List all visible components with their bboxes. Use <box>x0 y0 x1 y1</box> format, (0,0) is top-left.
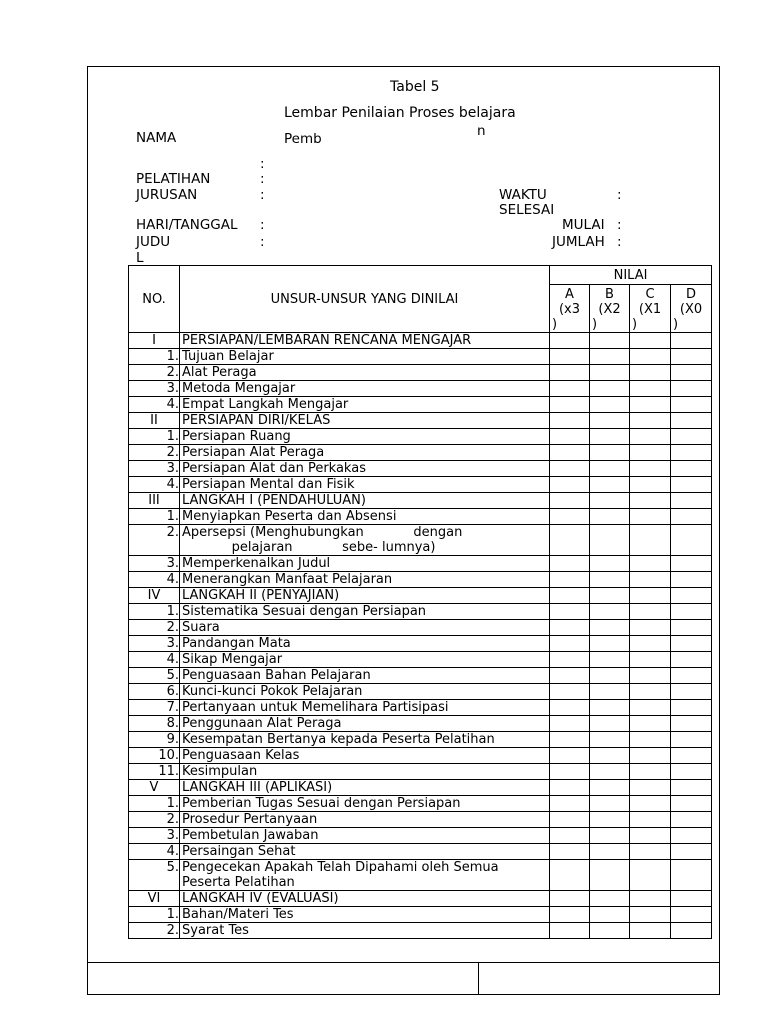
score-cell-d[interactable] <box>671 923 712 939</box>
form-subtitle-pemb: Pemb <box>284 131 322 147</box>
score-cell-b[interactable] <box>590 828 630 844</box>
row-number: 2. <box>129 525 180 556</box>
row-number: VI <box>129 891 180 907</box>
score-cell-b[interactable] <box>590 620 630 636</box>
score-cell-b[interactable] <box>590 796 630 812</box>
header-no: NO. <box>129 266 180 333</box>
table-row <box>129 684 712 700</box>
field-judul-label-wrap: L <box>136 250 144 266</box>
score-cell-d[interactable] <box>671 620 712 636</box>
section-row <box>129 333 712 349</box>
score-cell-d[interactable] <box>671 796 712 812</box>
score-cell-d[interactable] <box>671 716 712 732</box>
score-cell-c[interactable] <box>630 844 671 860</box>
criterion-label: Pembetulan Jawaban <box>180 828 550 844</box>
score-cell-b[interactable] <box>590 860 630 891</box>
criterion-label: Pandangan Mata <box>180 636 550 652</box>
score-cell-d[interactable] <box>671 429 712 445</box>
row-number: 3. <box>129 828 180 844</box>
row-number: 6. <box>129 684 180 700</box>
table-row <box>129 796 712 812</box>
field-hari-tanggal-label: HARI/TANGGAL <box>136 217 238 233</box>
field-pelatihan-colon: : <box>260 171 265 187</box>
criterion-label: Penguasaan Bahan Pelajaran <box>180 668 550 684</box>
score-cell-d[interactable] <box>671 509 712 525</box>
score-cell-b[interactable] <box>590 748 630 764</box>
score-cell-d[interactable] <box>671 828 712 844</box>
score-cell-c[interactable] <box>630 891 671 907</box>
score-cell-d[interactable] <box>671 684 712 700</box>
score-cell-b[interactable] <box>590 652 630 668</box>
table-row <box>129 636 712 652</box>
score-cell-d[interactable] <box>671 349 712 365</box>
score-cell-c[interactable] <box>630 381 671 397</box>
row-number: V <box>129 780 180 796</box>
table-row <box>129 668 712 684</box>
row-number: I <box>129 333 180 349</box>
row-number: IV <box>129 588 180 604</box>
score-cell-d[interactable] <box>671 525 712 556</box>
field-mulai-label: MULAI <box>562 217 605 233</box>
score-cell-d[interactable] <box>671 604 712 620</box>
score-cell-c[interactable] <box>630 461 671 477</box>
score-cell-d[interactable] <box>671 381 712 397</box>
score-cell-d[interactable] <box>671 764 712 780</box>
score-cell-c[interactable] <box>630 556 671 572</box>
score-cell-b[interactable] <box>590 365 630 381</box>
table-row <box>129 445 712 461</box>
criterion-label: Kesempatan Bertanya kepada Peserta Pelatihan <box>180 732 550 748</box>
score-cell-b[interactable] <box>590 668 630 684</box>
score-cell-b[interactable] <box>590 477 630 493</box>
score-cell-a[interactable] <box>550 764 590 780</box>
field-waktu-colon: : <box>617 187 622 203</box>
criterion-label <box>180 525 550 556</box>
score-cell-c[interactable] <box>630 493 671 509</box>
criterion-label: Prosedur Pertanyaan <box>180 812 550 828</box>
score-cell-c[interactable] <box>630 780 671 796</box>
criterion-label: Syarat Tes <box>180 923 550 939</box>
criterion-label: Kesimpulan <box>180 764 550 780</box>
score-cell-b[interactable] <box>590 844 630 860</box>
score-cell-b[interactable] <box>590 907 630 923</box>
score-cell-d[interactable] <box>671 556 712 572</box>
score-cell-c[interactable] <box>630 796 671 812</box>
score-cell-c[interactable] <box>630 828 671 844</box>
score-cell-a[interactable] <box>550 668 590 684</box>
score-cell-c[interactable] <box>630 860 671 891</box>
score-cell-a[interactable] <box>550 907 590 923</box>
table-row <box>129 923 712 939</box>
score-cell-b[interactable] <box>590 413 630 429</box>
score-cell-b[interactable] <box>590 381 630 397</box>
score-cell-b[interactable] <box>590 732 630 748</box>
score-cell-d[interactable] <box>671 891 712 907</box>
score-cell-b[interactable] <box>590 397 630 413</box>
field-judul-colon: : <box>260 234 265 250</box>
row-number: 1. <box>129 349 180 365</box>
row-number: 4. <box>129 652 180 668</box>
score-cell-b[interactable] <box>590 588 630 604</box>
score-cell-d[interactable] <box>671 812 712 828</box>
score-cell-b[interactable] <box>590 556 630 572</box>
score-cell-c[interactable] <box>630 923 671 939</box>
criterion-label: Pertanyaan untuk Memelihara Partisipasi <box>180 700 550 716</box>
section-row <box>129 780 712 796</box>
score-cell-a[interactable] <box>550 429 590 445</box>
row-number: 1. <box>129 796 180 812</box>
criterion-label: Sikap Mengajar <box>180 652 550 668</box>
score-cell-a[interactable] <box>550 700 590 716</box>
score-cell-a[interactable] <box>550 684 590 700</box>
score-cell-b[interactable] <box>590 525 630 556</box>
table-row <box>129 620 712 636</box>
score-cell-d[interactable] <box>671 748 712 764</box>
score-cell-c[interactable] <box>630 572 671 588</box>
score-cell-b[interactable] <box>590 780 630 796</box>
table-row <box>129 748 712 764</box>
score-cell-d[interactable] <box>671 333 712 349</box>
score-cell-c[interactable] <box>630 764 671 780</box>
row-number: 3. <box>129 556 180 572</box>
score-cell-a[interactable] <box>550 572 590 588</box>
section-title: PERSIAPAN/LEMBARAN RENCANA MENGAJAR <box>180 333 550 349</box>
grade-col-b: B (X2 ) <box>590 285 630 333</box>
score-cell-a[interactable] <box>550 780 590 796</box>
grade-col-c: C (X1 ) <box>630 285 671 333</box>
score-cell-d[interactable] <box>671 860 712 891</box>
score-cell-d[interactable] <box>671 461 712 477</box>
score-cell-c[interactable] <box>630 477 671 493</box>
score-cell-d[interactable] <box>671 365 712 381</box>
row-number: III <box>129 493 180 509</box>
score-cell-d[interactable] <box>671 588 712 604</box>
form-subtitle: Lembar Penilaian Proses belajara <box>284 105 516 121</box>
score-cell-b[interactable] <box>590 509 630 525</box>
row-number: 2. <box>129 365 180 381</box>
score-cell-c[interactable] <box>630 636 671 652</box>
row-number: 3. <box>129 461 180 477</box>
score-cell-d[interactable] <box>671 780 712 796</box>
grade-col-d: D (X0 ) <box>671 285 712 333</box>
table-row <box>129 732 712 748</box>
score-cell-c[interactable] <box>630 732 671 748</box>
table-row <box>129 860 712 891</box>
section-row <box>129 588 712 604</box>
criterion-label <box>180 860 550 891</box>
score-cell-c[interactable] <box>630 397 671 413</box>
score-cell-a[interactable] <box>550 333 590 349</box>
criterion-label: Persaingan Sehat <box>180 844 550 860</box>
score-cell-a[interactable] <box>550 397 590 413</box>
table-row <box>129 365 712 381</box>
table-row <box>129 812 712 828</box>
score-cell-a[interactable] <box>550 812 590 828</box>
score-cell-c[interactable] <box>630 604 671 620</box>
score-cell-b[interactable] <box>590 429 630 445</box>
table-row <box>129 652 712 668</box>
criterion-label: Metoda Mengajar <box>180 381 550 397</box>
criterion-label: Memperkenalkan Judul <box>180 556 550 572</box>
page-footer <box>87 963 720 995</box>
score-cell-c[interactable] <box>630 684 671 700</box>
score-cell-c[interactable] <box>630 429 671 445</box>
row-number: 4. <box>129 572 180 588</box>
score-cell-a[interactable] <box>550 844 590 860</box>
score-cell-a[interactable] <box>550 556 590 572</box>
criterion-label: Pemberian Tugas Sesuai dengan Persiapan <box>180 796 550 812</box>
score-cell-a[interactable] <box>550 413 590 429</box>
criterion-label-line2: Peserta Pelatihan <box>182 875 295 890</box>
criterion-label: Persiapan Mental dan Fisik <box>180 477 550 493</box>
score-cell-a[interactable] <box>550 525 590 556</box>
score-cell-b[interactable] <box>590 572 630 588</box>
table-title: Tabel 5 <box>390 79 440 95</box>
score-cell-a[interactable] <box>550 493 590 509</box>
score-cell-a[interactable] <box>550 716 590 732</box>
score-cell-d[interactable] <box>671 636 712 652</box>
table-row <box>129 349 712 365</box>
table-row <box>129 429 712 445</box>
criterion-label: Penggunaan Alat Peraga <box>180 716 550 732</box>
criterion-label: Persiapan Alat Peraga <box>180 445 550 461</box>
section-title: LANGKAH IV (EVALUASI) <box>180 891 550 907</box>
table-row <box>129 381 712 397</box>
score-cell-a[interactable] <box>550 652 590 668</box>
score-cell-c[interactable] <box>630 700 671 716</box>
score-cell-b[interactable] <box>590 812 630 828</box>
row-number: 4. <box>129 477 180 493</box>
score-cell-a[interactable] <box>550 732 590 748</box>
criterion-label: Penguasaan Kelas <box>180 748 550 764</box>
score-cell-d[interactable] <box>671 493 712 509</box>
row-number: 7. <box>129 700 180 716</box>
score-cell-d[interactable] <box>671 652 712 668</box>
criterion-label: Tujuan Belajar <box>180 349 550 365</box>
row-number: 10. <box>129 748 180 764</box>
table-row <box>129 907 712 923</box>
criterion-label: Suara <box>180 620 550 636</box>
score-cell-c[interactable] <box>630 748 671 764</box>
row-number: 5. <box>129 668 180 684</box>
row-number: 1. <box>129 907 180 923</box>
table-row <box>129 716 712 732</box>
score-cell-a[interactable] <box>550 365 590 381</box>
score-cell-d[interactable] <box>671 732 712 748</box>
score-cell-a[interactable] <box>550 748 590 764</box>
section-title: LANGKAH III (APLIKASI) <box>180 780 550 796</box>
score-cell-c[interactable] <box>630 588 671 604</box>
score-cell-d[interactable] <box>671 413 712 429</box>
score-cell-b[interactable] <box>590 493 630 509</box>
table-row <box>129 397 712 413</box>
field-mulai-colon: : <box>617 217 622 233</box>
score-cell-c[interactable] <box>630 365 671 381</box>
table-row <box>129 509 712 525</box>
section-row <box>129 891 712 907</box>
score-cell-b[interactable] <box>590 764 630 780</box>
score-cell-a[interactable] <box>550 477 590 493</box>
field-jumlah-label: JUMLAH <box>552 234 605 250</box>
criterion-label-line1: Pengecekan Apakah Telah Dipahami oleh Semua <box>182 860 499 875</box>
score-cell-a[interactable] <box>550 509 590 525</box>
row-number: 1. <box>129 604 180 620</box>
criterion-label: Sistematika Sesuai dengan Persiapan <box>180 604 550 620</box>
score-cell-b[interactable] <box>590 700 630 716</box>
score-cell-c[interactable] <box>630 668 671 684</box>
row-number: 8. <box>129 716 180 732</box>
score-cell-b[interactable] <box>590 891 630 907</box>
score-cell-b[interactable] <box>590 461 630 477</box>
score-cell-a[interactable] <box>550 860 590 891</box>
score-cell-a[interactable] <box>550 461 590 477</box>
section-row <box>129 413 712 429</box>
section-row <box>129 493 712 509</box>
form-subtitle-wrap: n <box>477 123 486 139</box>
row-number: 1. <box>129 509 180 525</box>
score-cell-d[interactable] <box>671 397 712 413</box>
score-cell-c[interactable] <box>630 812 671 828</box>
score-cell-a[interactable] <box>550 828 590 844</box>
score-cell-c[interactable] <box>630 413 671 429</box>
row-number: 4. <box>129 397 180 413</box>
score-cell-a[interactable] <box>550 381 590 397</box>
criterion-label: Kunci-kunci Pokok Pelajaran <box>180 684 550 700</box>
score-cell-c[interactable] <box>630 349 671 365</box>
row-number: 2. <box>129 620 180 636</box>
table-row <box>129 477 712 493</box>
score-cell-c[interactable] <box>630 333 671 349</box>
criterion-label-line2: pelajaran sebe- lumnya) <box>182 540 436 555</box>
score-cell-a[interactable] <box>550 636 590 652</box>
score-cell-a[interactable] <box>550 588 590 604</box>
header-nilai: NILAI <box>550 266 712 285</box>
score-cell-a[interactable] <box>550 796 590 812</box>
field-pelatihan-label: PELATIHAN <box>136 171 211 187</box>
table-row <box>129 461 712 477</box>
row-number: 9. <box>129 732 180 748</box>
footer-divider <box>478 963 479 994</box>
criterion-label: Persiapan Alat dan Perkakas <box>180 461 550 477</box>
criterion-label: Alat Peraga <box>180 365 550 381</box>
score-cell-c[interactable] <box>630 445 671 461</box>
field-jurusan-label: JURUSAN <box>136 187 198 203</box>
field-waktu-label: WAKTU <box>499 187 547 203</box>
table-row <box>129 525 712 556</box>
row-number: 2. <box>129 445 180 461</box>
section-title: LANGKAH II (PENYAJIAN) <box>180 588 550 604</box>
row-number: 5. <box>129 860 180 891</box>
score-cell-b[interactable] <box>590 684 630 700</box>
field-judul-label: JUDU <box>136 234 171 250</box>
section-title: LANGKAH I (PENDAHULUAN) <box>180 493 550 509</box>
row-number: 11. <box>129 764 180 780</box>
score-cell-d[interactable] <box>671 445 712 461</box>
row-number: 2. <box>129 812 180 828</box>
field-jumlah-colon: : <box>617 234 622 250</box>
score-cell-d[interactable] <box>671 668 712 684</box>
score-cell-c[interactable] <box>630 525 671 556</box>
score-cell-b[interactable] <box>590 923 630 939</box>
score-cell-a[interactable] <box>550 604 590 620</box>
score-cell-b[interactable] <box>590 349 630 365</box>
row-number: II <box>129 413 180 429</box>
field-selesai-label: SELESAI <box>499 202 555 218</box>
row-number: 2. <box>129 923 180 939</box>
row-number: 4. <box>129 844 180 860</box>
field-nama-colon: : <box>260 156 265 172</box>
table-row <box>129 764 712 780</box>
table-row <box>129 556 712 572</box>
score-cell-d[interactable] <box>671 572 712 588</box>
score-cell-d[interactable] <box>671 844 712 860</box>
table-row <box>129 572 712 588</box>
score-cell-a[interactable] <box>550 620 590 636</box>
section-title: PERSIAPAN DIRI/KELAS <box>180 413 550 429</box>
row-number: 3. <box>129 381 180 397</box>
assessment-table <box>128 265 712 939</box>
score-cell-b[interactable] <box>590 604 630 620</box>
row-number: 3. <box>129 636 180 652</box>
score-cell-a[interactable] <box>550 445 590 461</box>
table-row <box>129 844 712 860</box>
score-cell-c[interactable] <box>630 652 671 668</box>
row-number: 1. <box>129 429 180 445</box>
criterion-label-line1: Apersepsi (Menghubungkan dengan <box>182 525 463 540</box>
score-cell-b[interactable] <box>590 333 630 349</box>
header-unsur: UNSUR-UNSUR YANG DINILAI <box>180 266 550 333</box>
score-cell-c[interactable] <box>630 907 671 923</box>
score-cell-d[interactable] <box>671 700 712 716</box>
table-row <box>129 604 712 620</box>
score-cell-a[interactable] <box>550 891 590 907</box>
score-cell-d[interactable] <box>671 907 712 923</box>
score-cell-b[interactable] <box>590 636 630 652</box>
field-nama-label: NAMA <box>136 130 177 146</box>
score-cell-c[interactable] <box>630 509 671 525</box>
score-cell-d[interactable] <box>671 477 712 493</box>
score-cell-b[interactable] <box>590 445 630 461</box>
table-row <box>129 700 712 716</box>
score-cell-c[interactable] <box>630 716 671 732</box>
criterion-label: Menyiapkan Peserta dan Absensi <box>180 509 550 525</box>
criterion-label: Menerangkan Manfaat Pelajaran <box>180 572 550 588</box>
criterion-label: Persiapan Ruang <box>180 429 550 445</box>
score-cell-a[interactable] <box>550 923 590 939</box>
score-cell-a[interactable] <box>550 349 590 365</box>
score-cell-b[interactable] <box>590 716 630 732</box>
grade-col-a: A (x3 ) <box>550 285 590 333</box>
criterion-label: Bahan/Materi Tes <box>180 907 550 923</box>
score-cell-c[interactable] <box>630 620 671 636</box>
field-hari-tanggal-colon: : <box>260 217 265 233</box>
field-jurusan-colon: : <box>260 187 265 203</box>
criterion-label: Empat Langkah Mengajar <box>180 397 550 413</box>
table-row <box>129 828 712 844</box>
